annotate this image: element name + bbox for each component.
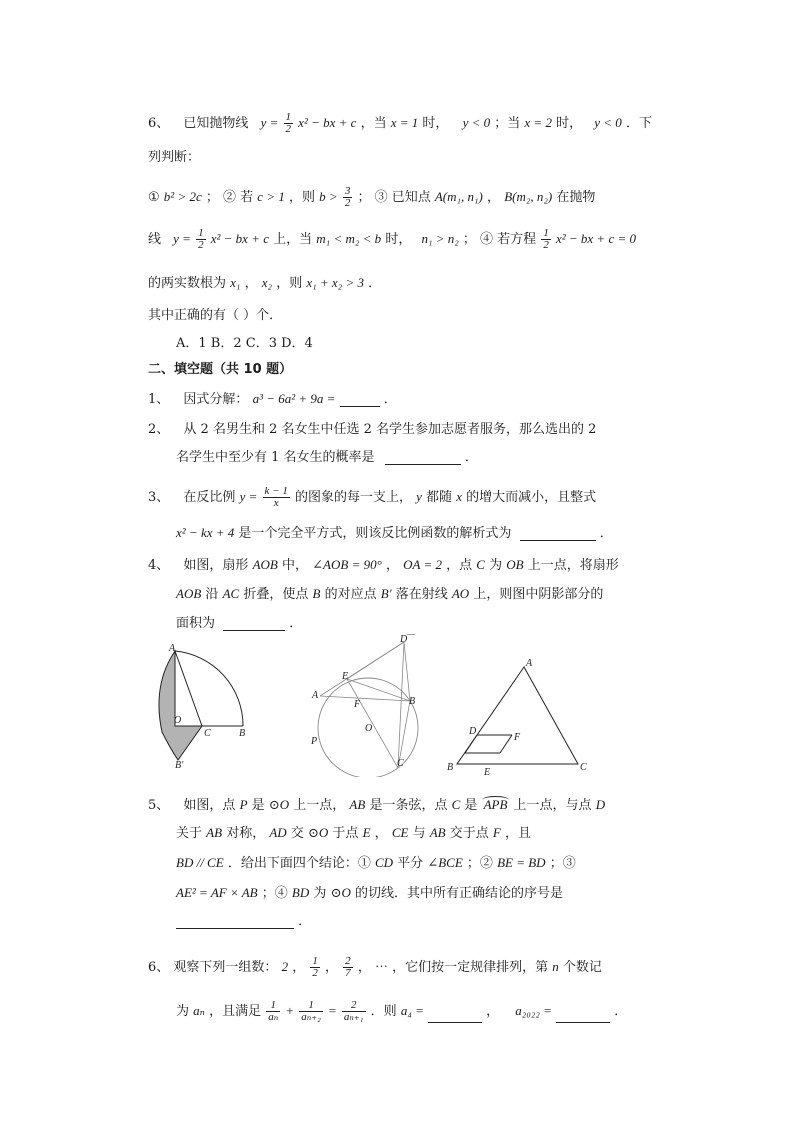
answer-blank-a4[interactable] — [428, 1010, 482, 1023]
label-D: D — [469, 726, 477, 737]
fill-q2-line1: 2、 从 2 名男生和 2 名女生中任选 2 名学生参加志愿者服务，那么选出的 2 — [148, 422, 597, 437]
arc-apb: APB — [483, 797, 508, 812]
label-B-prime: B′ — [175, 760, 184, 771]
label-O: O — [174, 715, 182, 726]
label-P: P — [311, 736, 318, 747]
q6-options: A．1 B．2 C．3 D．4 — [176, 336, 313, 351]
label-O: O — [365, 723, 373, 734]
label-E: E — [484, 767, 491, 777]
label-C: C — [580, 762, 587, 773]
q6-three-halves: $\frac{3}{2}$ — [344, 185, 351, 209]
answer-blank-a2022[interactable] — [556, 1010, 610, 1023]
fill-q5-line3: BD // CE ．给出下面四个结论：① CD 平分 ∠BCE ；② BE = BD ；③ — [176, 855, 576, 871]
answer-blank[interactable] — [176, 916, 294, 929]
segment-ab — [320, 696, 410, 701]
segment-ed — [347, 642, 404, 679]
answer-blank[interactable] — [340, 394, 380, 407]
fill-q6-line1: 6、 观察下列一组数： 2 ， $\frac{1}{2}$ ， $\frac{2}{7}$ ， ⋯ ，它们按一定规律排列，第 n 个数记 — [148, 955, 602, 979]
answer-blank[interactable] — [385, 452, 461, 465]
segment-ec — [347, 679, 398, 768]
triangle-abc — [457, 667, 578, 764]
q6-line3: ① b² > 2c ； ② 若 c > 1 ，则 b > $\frac{3}{2}$ ； ③ 已知点 A(m₁, n₁) ， B(m₂, n₂) 在抛物 — [148, 185, 596, 209]
segment-de — [465, 735, 477, 753]
fill-q3-line2: x² − kx + 4 是一个完全平方式，则该反比例函数的解析式为 ． — [176, 525, 613, 541]
sector-arc — [175, 651, 243, 726]
fill-q5-line5: ． — [176, 910, 311, 929]
fill-q4-line1: 4、 如图，扇形 AOB 中， ∠AOB = 90° ， OA = 2 ，点 C 为 OB 上一点，将扇形 — [148, 557, 619, 573]
segment-db — [404, 642, 410, 701]
label-C: C — [204, 728, 211, 739]
figure-circle — [306, 632, 436, 777]
fill-q4-line3: 面积为 ． — [176, 616, 303, 631]
q6-line4: 线 y = $\frac{1}{2}$ x² − bx + c 上，当 m₁ < m₂ < b 时， n₁ > n₂ ； ④ 若方程 $\frac{1}{2}$ x² − bx + c = 0 — [148, 227, 636, 251]
q6-line5: 的两实数根为 x₁ ， x₂ ，则 x₁ + x₂ > 3 ． — [148, 275, 382, 291]
q6-fraction: $\frac{1}{2}$ — [285, 111, 292, 135]
fill-q5-line1: 5、 如图，点 P 是 ⊙O 上一点， AB 是一条弦，点 C 是 APB 上一点，与点 D — [148, 797, 606, 813]
label-dash: — — [407, 632, 415, 638]
fill-q2-line2: 名学生中至少有 1 名女生的概率是 ． — [176, 450, 478, 465]
answer-blank[interactable] — [520, 528, 596, 541]
section-title: 二、填空题（共 10 题） — [148, 362, 293, 377]
label-A: A — [169, 643, 176, 654]
label-B: B — [447, 762, 454, 773]
label-A: A — [526, 658, 533, 669]
label-D: D — [400, 634, 408, 645]
label-F: F — [514, 732, 521, 743]
label-B: B — [409, 696, 416, 707]
q6-line2: 列判断： — [148, 150, 201, 165]
fill-q4-line2: AOB 沿 AC 折叠，使点 B 的对应点 B′ 落在射线 AO 上，则图中阴影部分的 — [176, 586, 604, 602]
q6-number: 6、 — [148, 116, 170, 131]
q6-line1: 6、 已知抛物线 y = $\frac{1}{2}$ x² − bx + c ，当 x = 1 时， y < 0 ；当 x = 2 时， y < 0 ．下 — [148, 111, 652, 135]
q6-question: 其中正确的有（ ）个． — [148, 308, 283, 323]
fill-q1: 1、 因式分解： a³ − 6a² + 9a = ． — [148, 391, 397, 407]
fill-q3-line1: 3、 在反比例 y = $\frac{k - 1}{x}$ 的图象的每一支上， y 都随 x 的增大而减小，且整式 — [148, 485, 597, 509]
label-A: A — [312, 690, 319, 701]
segment-fg — [500, 735, 512, 753]
answer-blank[interactable] — [223, 618, 285, 631]
label-F: F — [354, 699, 361, 710]
figure-sector-fold — [148, 640, 258, 775]
fill-q5-line2: 关于 AB 对称， AD 交 ⊙O 于点 E ， CE 与 AB 交于点 F ，且 — [176, 825, 532, 841]
label-C: C — [397, 758, 404, 769]
figure-triangle — [444, 652, 594, 777]
label-B: B — [239, 728, 246, 739]
fill-q5-line4: AE² = AF × AB ；④ BD 为 ⊙O 的切线．其中所有正确结论的序号是 — [176, 885, 563, 901]
label-E: E — [342, 671, 349, 682]
fill-q6-line2: 为 aₙ ，且满足 $\frac{1}{\text{aₙ}}$ + $\frac{1}{\text{aₙ₊₂}}$ = $\frac{2}{\text{aₙ₊₁}}$ ．则 a₄ = ， a₂₀₂₂ = ． — [176, 999, 628, 1023]
